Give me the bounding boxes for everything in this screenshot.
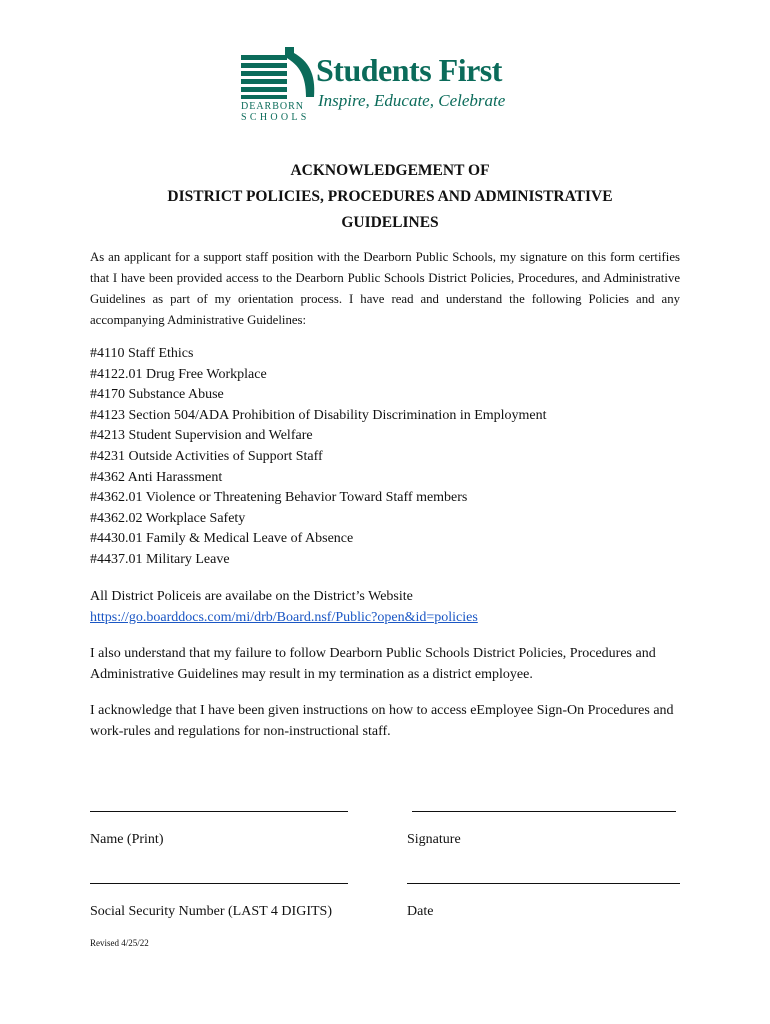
website-note: All District Policeis are availabe on the District’s Website xyxy=(90,589,413,604)
document-title-line-2: DISTRICT POLICIES, PROCEDURES AND ADMINISTRATIVE xyxy=(167,188,613,205)
policy-item: #4437.01 Military Leave xyxy=(90,551,230,567)
policy-item: #4362.01 Violence or Threatening Behavior Toward Staff members xyxy=(90,490,468,506)
date-line[interactable] xyxy=(407,883,680,884)
policy-list xyxy=(90,344,690,571)
ssn-line[interactable] xyxy=(90,883,348,884)
signature-label: Signature xyxy=(407,832,461,847)
policy-item: #4110 Staff Ethics xyxy=(90,346,194,361)
revised-date: Revised 4/25/22 xyxy=(90,938,149,948)
name-print-line[interactable] xyxy=(90,811,348,812)
policy-item: #4123 Section 504/ADA Prohibition of Disability Discrimination in Employment xyxy=(90,407,547,423)
policies-link[interactable]: https://go.boarddocs.com/mi/drb/Board.nsf/Public?open&id=policies xyxy=(90,610,478,625)
ssn-label: Social Security Number (LAST 4 DIGITS) xyxy=(90,904,332,919)
policy-item: #4213 Student Supervision and Welfare xyxy=(90,428,313,444)
name-print-label: Name (Print) xyxy=(90,832,164,847)
document-title-line-1: ACKNOWLEDGEMENT OF xyxy=(290,162,490,179)
brand-district-name: DEARBORN xyxy=(241,101,305,112)
understand-paragraph: I also understand that my failure to follow Dearborn Public Schools District Policies, Procedures and Administrative Guidelines may result in my termination as a district employee. xyxy=(90,646,656,682)
signature-line[interactable] xyxy=(412,811,676,812)
policy-item: #4430.01 Family & Medical Leave of Absence xyxy=(90,531,354,547)
policy-item: #4362 Anti Harassment xyxy=(90,469,223,485)
brand-title: Students First xyxy=(316,52,502,88)
policy-item: #4231 Outside Activities of Support Staff xyxy=(90,448,323,464)
brand-schools-name: SCHOOLS xyxy=(241,112,310,123)
policy-item: #4122.01 Drug Free Workplace xyxy=(90,366,267,382)
acknowledge-paragraph: I acknowledge that I have been given instructions on how to access eEmployee Sign-On Procedures and work-rules and regulations for non-instructional staff. xyxy=(90,703,674,739)
document-title-line-3: GUIDELINES xyxy=(341,214,439,231)
policy-item: #4362.02 Workplace Safety xyxy=(90,510,246,526)
brand-tagline: Inspire, Educate, Celebrate xyxy=(318,91,506,110)
policy-item: #4170 Substance Abuse xyxy=(90,387,224,403)
intro-paragraph: As an applicant for a support staff position with the Dearborn Public Schools, my signature on this form certifies that I have been provided access to the Dearborn Public Schools District Policies, Procedures, and Administrative Guidelines as part of my orientation process. I have read and understand the following Policies and any accompanying Administrative Guidelines: xyxy=(90,250,680,327)
date-label: Date xyxy=(407,904,434,919)
